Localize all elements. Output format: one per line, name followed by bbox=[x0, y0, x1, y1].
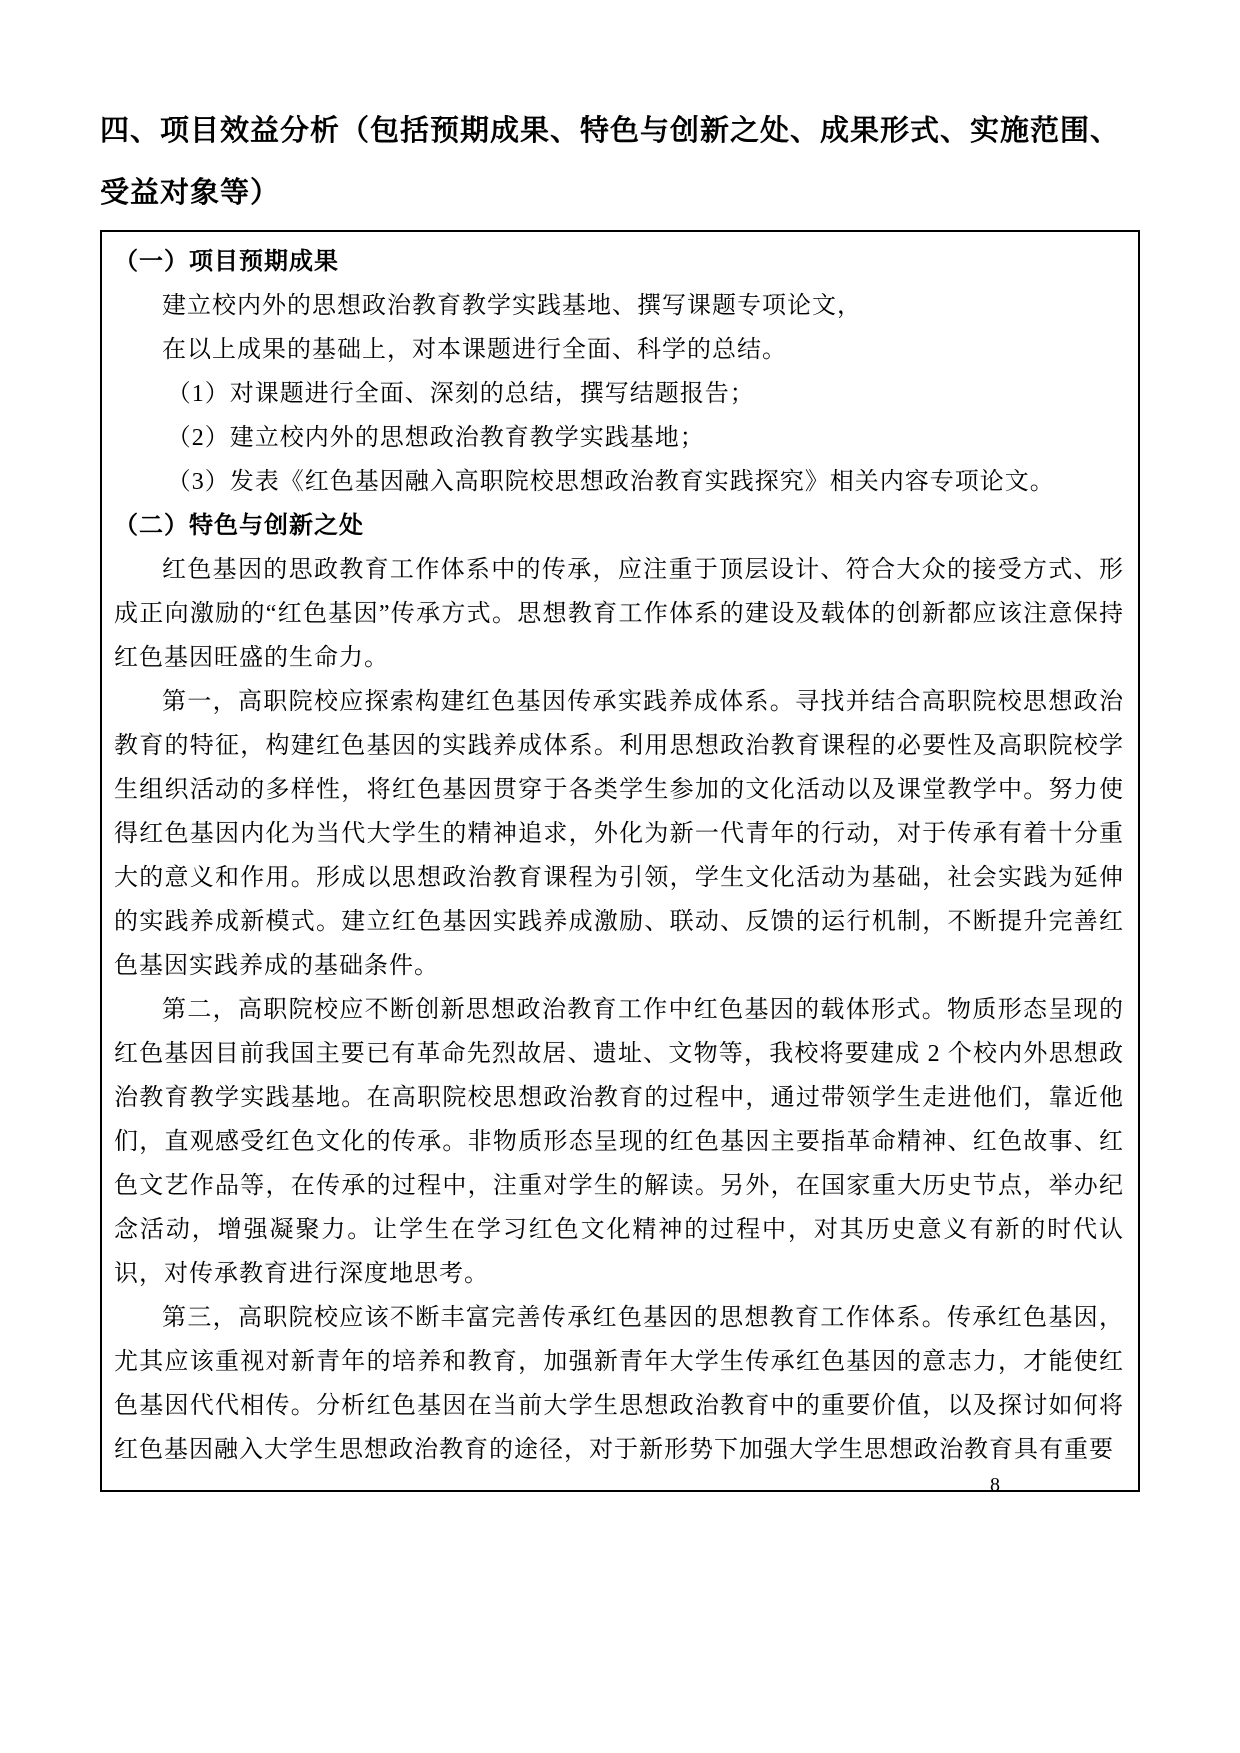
paragraph: 建立校内外的思想政治教育教学实践基地、撰写课题专项论文， bbox=[162, 293, 862, 319]
content-box bbox=[100, 230, 1140, 1492]
page-title bbox=[100, 100, 1140, 224]
title-line-1: 四、项目效益分析（包括预期成果、特色与创新之处、成果形式、实施范围、 bbox=[100, 115, 1121, 147]
section-1-heading: （一）项目预期成果 bbox=[114, 248, 339, 275]
list-item: （2）建立校内外的思想政治教育教学实践基地； bbox=[166, 425, 705, 451]
paragraph: 第三，高职院校应该不断丰富完善传承红色基因的思想教育工作体系。传承红色基因，尤其应该重视对新青年的培养和教育，加强新青年大学生传承红色基因的意志力，才能使红色基因代代相传。分析红色基因在当前大学生思想政治教育中的重要价值，以及探讨如何将红色基因融入大学生思想政治教育的途径，对于新形势下加强大学生思想政治教育具有重要 bbox=[114, 1305, 1124, 1463]
page-number: 8 bbox=[990, 1474, 1000, 1496]
title-line-2: 受益对象等） bbox=[100, 177, 281, 209]
paragraph: 第一，高职院校应探索构建红色基因传承实践养成体系。寻找并结合高职院校思想政治教育的特征，构建红色基因的实践养成体系。利用思想政治教育课程的必要性及高职院校学生组织活动的多样性，将红色基因贯穿于各类学生参加的文化活动以及课堂教学中。努力使得红色基因内化为当代大学生的精神追求，外化为新一代青年的行动，对于传承有着十分重大的意义和作用。形成以思想政治教育课程为引领，学生文化活动为基础，社会实践为延伸的实践养成新模式。建立红色基因实践养成激励、联动、反馈的运行机制，不断提升完善红色基因实践养成的基础条件。 bbox=[114, 689, 1124, 979]
section-2-heading: （二）特色与创新之处 bbox=[114, 512, 364, 539]
paragraph: 第二，高职院校应不断创新思想政治教育工作中红色基因的载体形式。物质形态呈现的红色基因目前我国主要已有革命先烈故居、遗址、文物等，我校将要建成 2 个校内外思想政治教育教学实践基地。在高职院校思想政治教育的过程中，通过带领学生走进他们，靠近他们，直观感受红色文化的传承。非物质形态呈现的红色基因主要指革命精神、红色故事、红色文艺作品等，在传承的过程中，注重对学生的解读。另外，在国家重大历史节点，举办纪念活动，增强凝聚力。让学生在学习红色文化精神的过程中，对其历史意义有新的时代认识，对传承教育进行深度地思考。 bbox=[114, 997, 1124, 1287]
list-item: （3）发表《红色基因融入高职院校思想政治教育实践探究》相关内容专项论文。 bbox=[166, 469, 1055, 495]
paragraph: 红色基因的思政教育工作体系中的传承，应注重于顶层设计、符合大众的接受方式、形成正向激励的“红色基因”传承方式。思想教育工作体系的建设及载体的创新都应该注意保持红色基因旺盛的生命力。 bbox=[114, 557, 1124, 671]
list-item: （1）对课题进行全面、深刻的总结，撰写结题报告； bbox=[166, 381, 755, 407]
paragraph: 在以上成果的基础上，对本课题进行全面、科学的总结。 bbox=[162, 337, 787, 363]
